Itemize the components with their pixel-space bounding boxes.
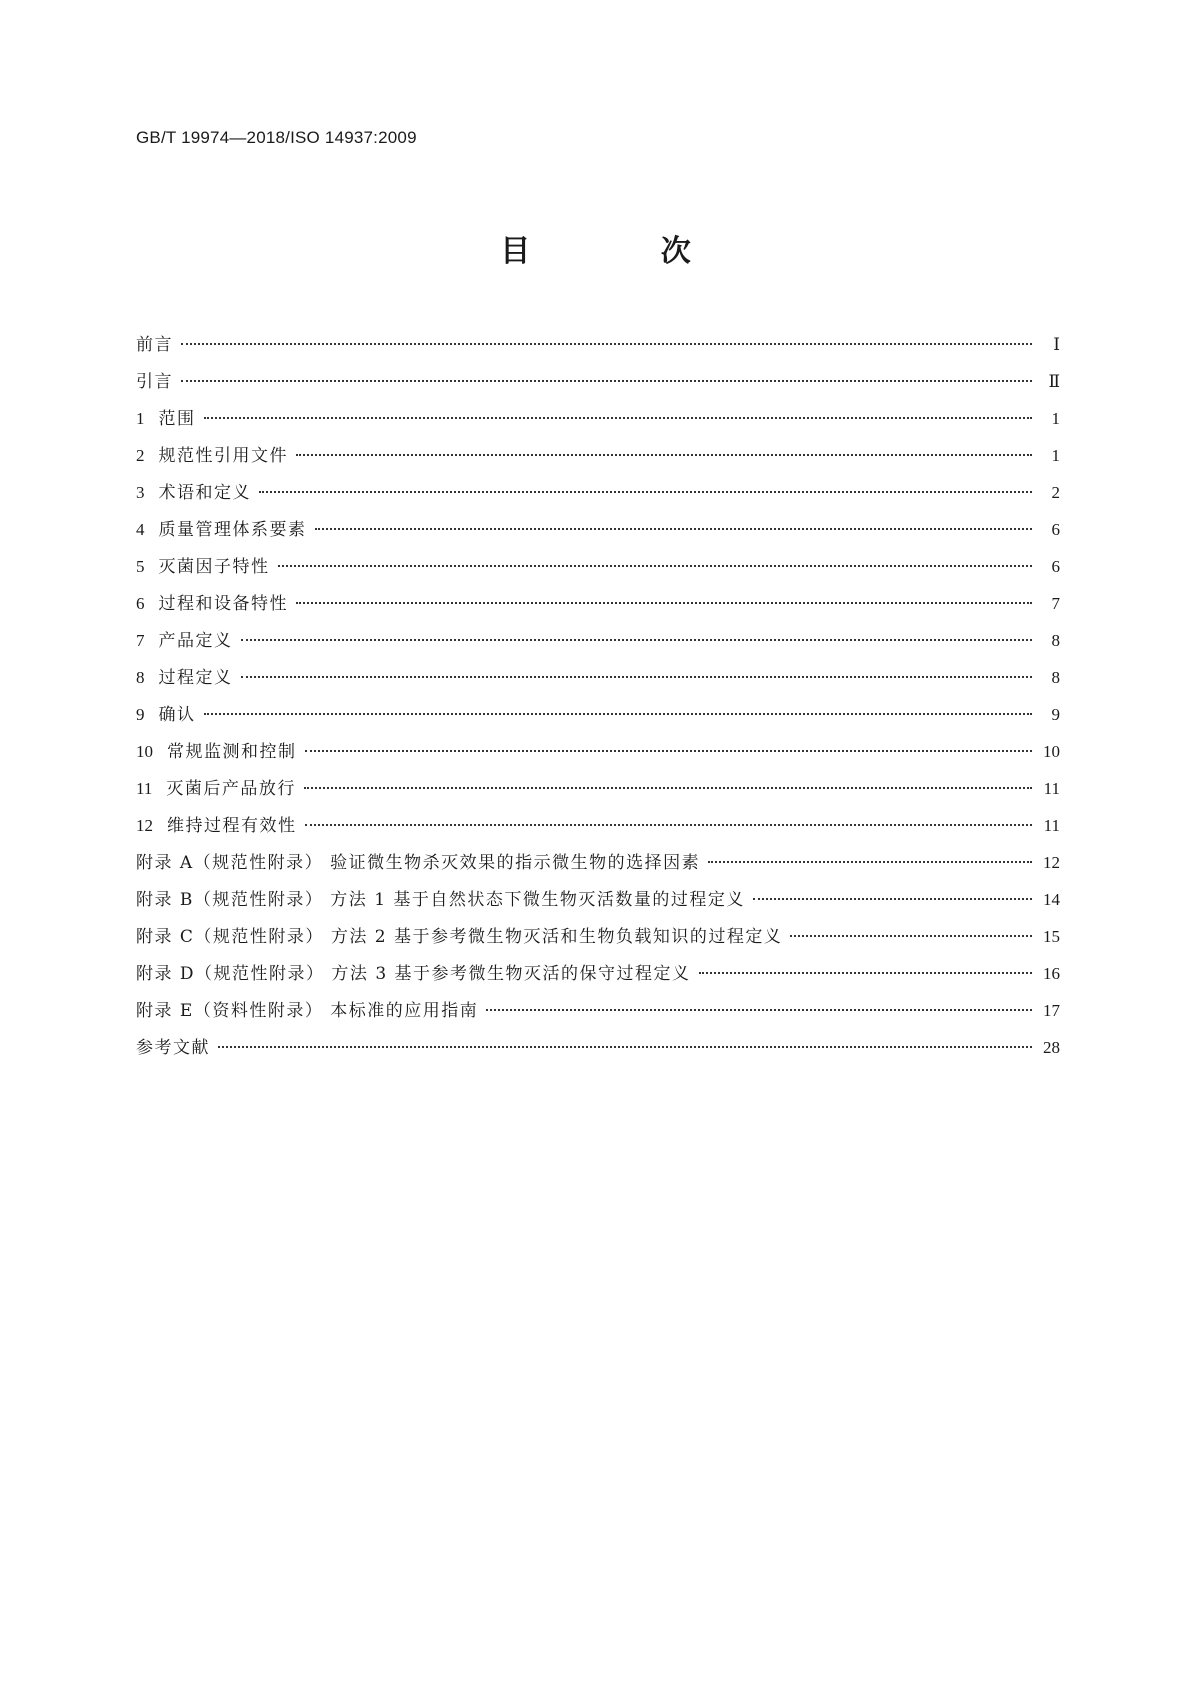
toc-item[interactable] (136, 955, 1060, 992)
dot-leader (259, 491, 1032, 493)
toc-item-page: 9 (1051, 705, 1060, 724)
toc-item-label: 附录 E（资料性附录） 本标准的应用指南 (136, 1001, 479, 1021)
dot-leader (708, 861, 1032, 863)
toc-item-page: Ⅱ (1048, 372, 1060, 391)
dot-leader (699, 972, 1032, 974)
toc-item[interactable] (136, 918, 1060, 955)
toc-item-label: 维持过程有效性 (167, 816, 297, 836)
toc-item-label: 产品定义 (158, 631, 233, 651)
dot-leader (486, 1009, 1032, 1011)
toc-item-page: 7 (1051, 594, 1060, 613)
toc-item-label: 质量管理体系要素 (158, 520, 307, 540)
dot-leader (305, 824, 1033, 826)
toc-item-label: 参考文献 (136, 1038, 210, 1058)
toc-item-label: 确认 (158, 705, 196, 725)
toc-item-label: 附录 A（规范性附录） 验证微生物杀灭效果的指示微生物的选择因素 (136, 853, 701, 873)
dot-leader (181, 343, 1032, 345)
toc-item[interactable] (136, 1029, 1060, 1066)
toc-item-page: 28 (1043, 1038, 1060, 1057)
dot-leader (296, 454, 1032, 456)
toc-item-page: 11 (1043, 816, 1060, 835)
dot-leader (790, 935, 1032, 937)
toc-item[interactable] (136, 659, 1060, 696)
toc-item-label: 规范性引用文件 (158, 446, 288, 466)
dot-leader (204, 713, 1033, 715)
toc-item-page: 15 (1043, 927, 1060, 946)
toc-item-page: 12 (1043, 853, 1060, 872)
toc-item[interactable] (136, 363, 1060, 400)
dot-leader (296, 602, 1032, 604)
toc-item-label: 术语和定义 (158, 483, 251, 503)
dot-leader (305, 750, 1033, 752)
toc-item[interactable] (136, 770, 1060, 807)
toc-item-page: 6 (1051, 557, 1060, 576)
toc-item-label: 常规监测和控制 (167, 742, 297, 762)
toc-item[interactable] (136, 696, 1060, 733)
toc-item[interactable] (136, 511, 1060, 548)
dot-leader (241, 639, 1033, 641)
toc-item-number: 5 (136, 557, 145, 576)
toc-item-number: 12 (136, 816, 153, 835)
toc-item-number: 10 (136, 742, 153, 761)
toc-item-page: 10 (1043, 742, 1060, 761)
toc-item[interactable] (136, 326, 1060, 363)
toc-item-label: 灭菌因子特性 (158, 557, 270, 577)
table-of-contents (136, 326, 1060, 1066)
dot-leader (181, 380, 1032, 382)
dot-leader (204, 417, 1033, 419)
toc-item[interactable] (136, 881, 1060, 918)
toc-item-label: 过程定义 (158, 668, 233, 688)
toc-item-page: 2 (1051, 483, 1060, 502)
toc-item[interactable] (136, 585, 1060, 622)
toc-item-page: 8 (1051, 668, 1060, 687)
toc-item-page: 8 (1051, 631, 1060, 650)
dot-leader (315, 528, 1033, 530)
toc-item-page: Ⅰ (1053, 335, 1060, 354)
toc-item-label: 引言 (136, 372, 173, 392)
toc-item-label: 范围 (158, 409, 196, 429)
toc-item[interactable] (136, 807, 1060, 844)
toc-item-page: 17 (1043, 1001, 1060, 1020)
toc-item-number: 3 (136, 483, 145, 502)
toc-item[interactable] (136, 437, 1060, 474)
toc-item[interactable] (136, 474, 1060, 511)
dot-leader (241, 676, 1033, 678)
toc-item[interactable] (136, 622, 1060, 659)
dot-leader (304, 787, 1032, 789)
toc-item-label: 附录 C（规范性附录） 方法 2 基于参考微生物灭活和生物负载知识的过程定义 (136, 927, 783, 947)
dot-leader (218, 1046, 1032, 1048)
toc-item-number: 11 (136, 779, 153, 798)
toc-item-number: 9 (136, 705, 145, 724)
toc-item[interactable] (136, 992, 1060, 1029)
toc-item-label: 附录 D（规范性附录） 方法 3 基于参考微生物灭活的保守过程定义 (136, 964, 691, 984)
toc-item-number: 4 (136, 520, 145, 539)
toc-item-number: 7 (136, 631, 145, 650)
toc-item-page: 16 (1043, 964, 1060, 983)
toc-item-number: 2 (136, 446, 145, 465)
toc-item-page: 1 (1051, 409, 1060, 428)
toc-item-number: 1 (136, 409, 145, 428)
toc-item-label: 过程和设备特性 (158, 594, 288, 614)
dot-leader (753, 898, 1032, 900)
toc-item[interactable] (136, 733, 1060, 770)
dot-leader (278, 565, 1033, 567)
toc-item-label: 附录 B（规范性附录） 方法 1 基于自然状态下微生物灭活数量的过程定义 (136, 890, 745, 910)
toc-item[interactable] (136, 548, 1060, 585)
toc-item-page: 11 (1043, 779, 1060, 798)
page-title: 目 次 (500, 234, 751, 269)
toc-item[interactable] (136, 400, 1060, 437)
toc-item-number: 6 (136, 594, 145, 613)
toc-item-page: 6 (1051, 520, 1060, 539)
toc-item[interactable] (136, 844, 1060, 881)
toc-item-page: 14 (1043, 890, 1060, 909)
toc-item-label: 灭菌后产品放行 (166, 779, 296, 799)
toc-item-number: 8 (136, 668, 145, 687)
toc-item-page: 1 (1051, 446, 1060, 465)
toc-item-label: 前言 (136, 335, 173, 355)
document-header: GB/T 19974—2018/ISO 14937:2009 (136, 128, 417, 147)
